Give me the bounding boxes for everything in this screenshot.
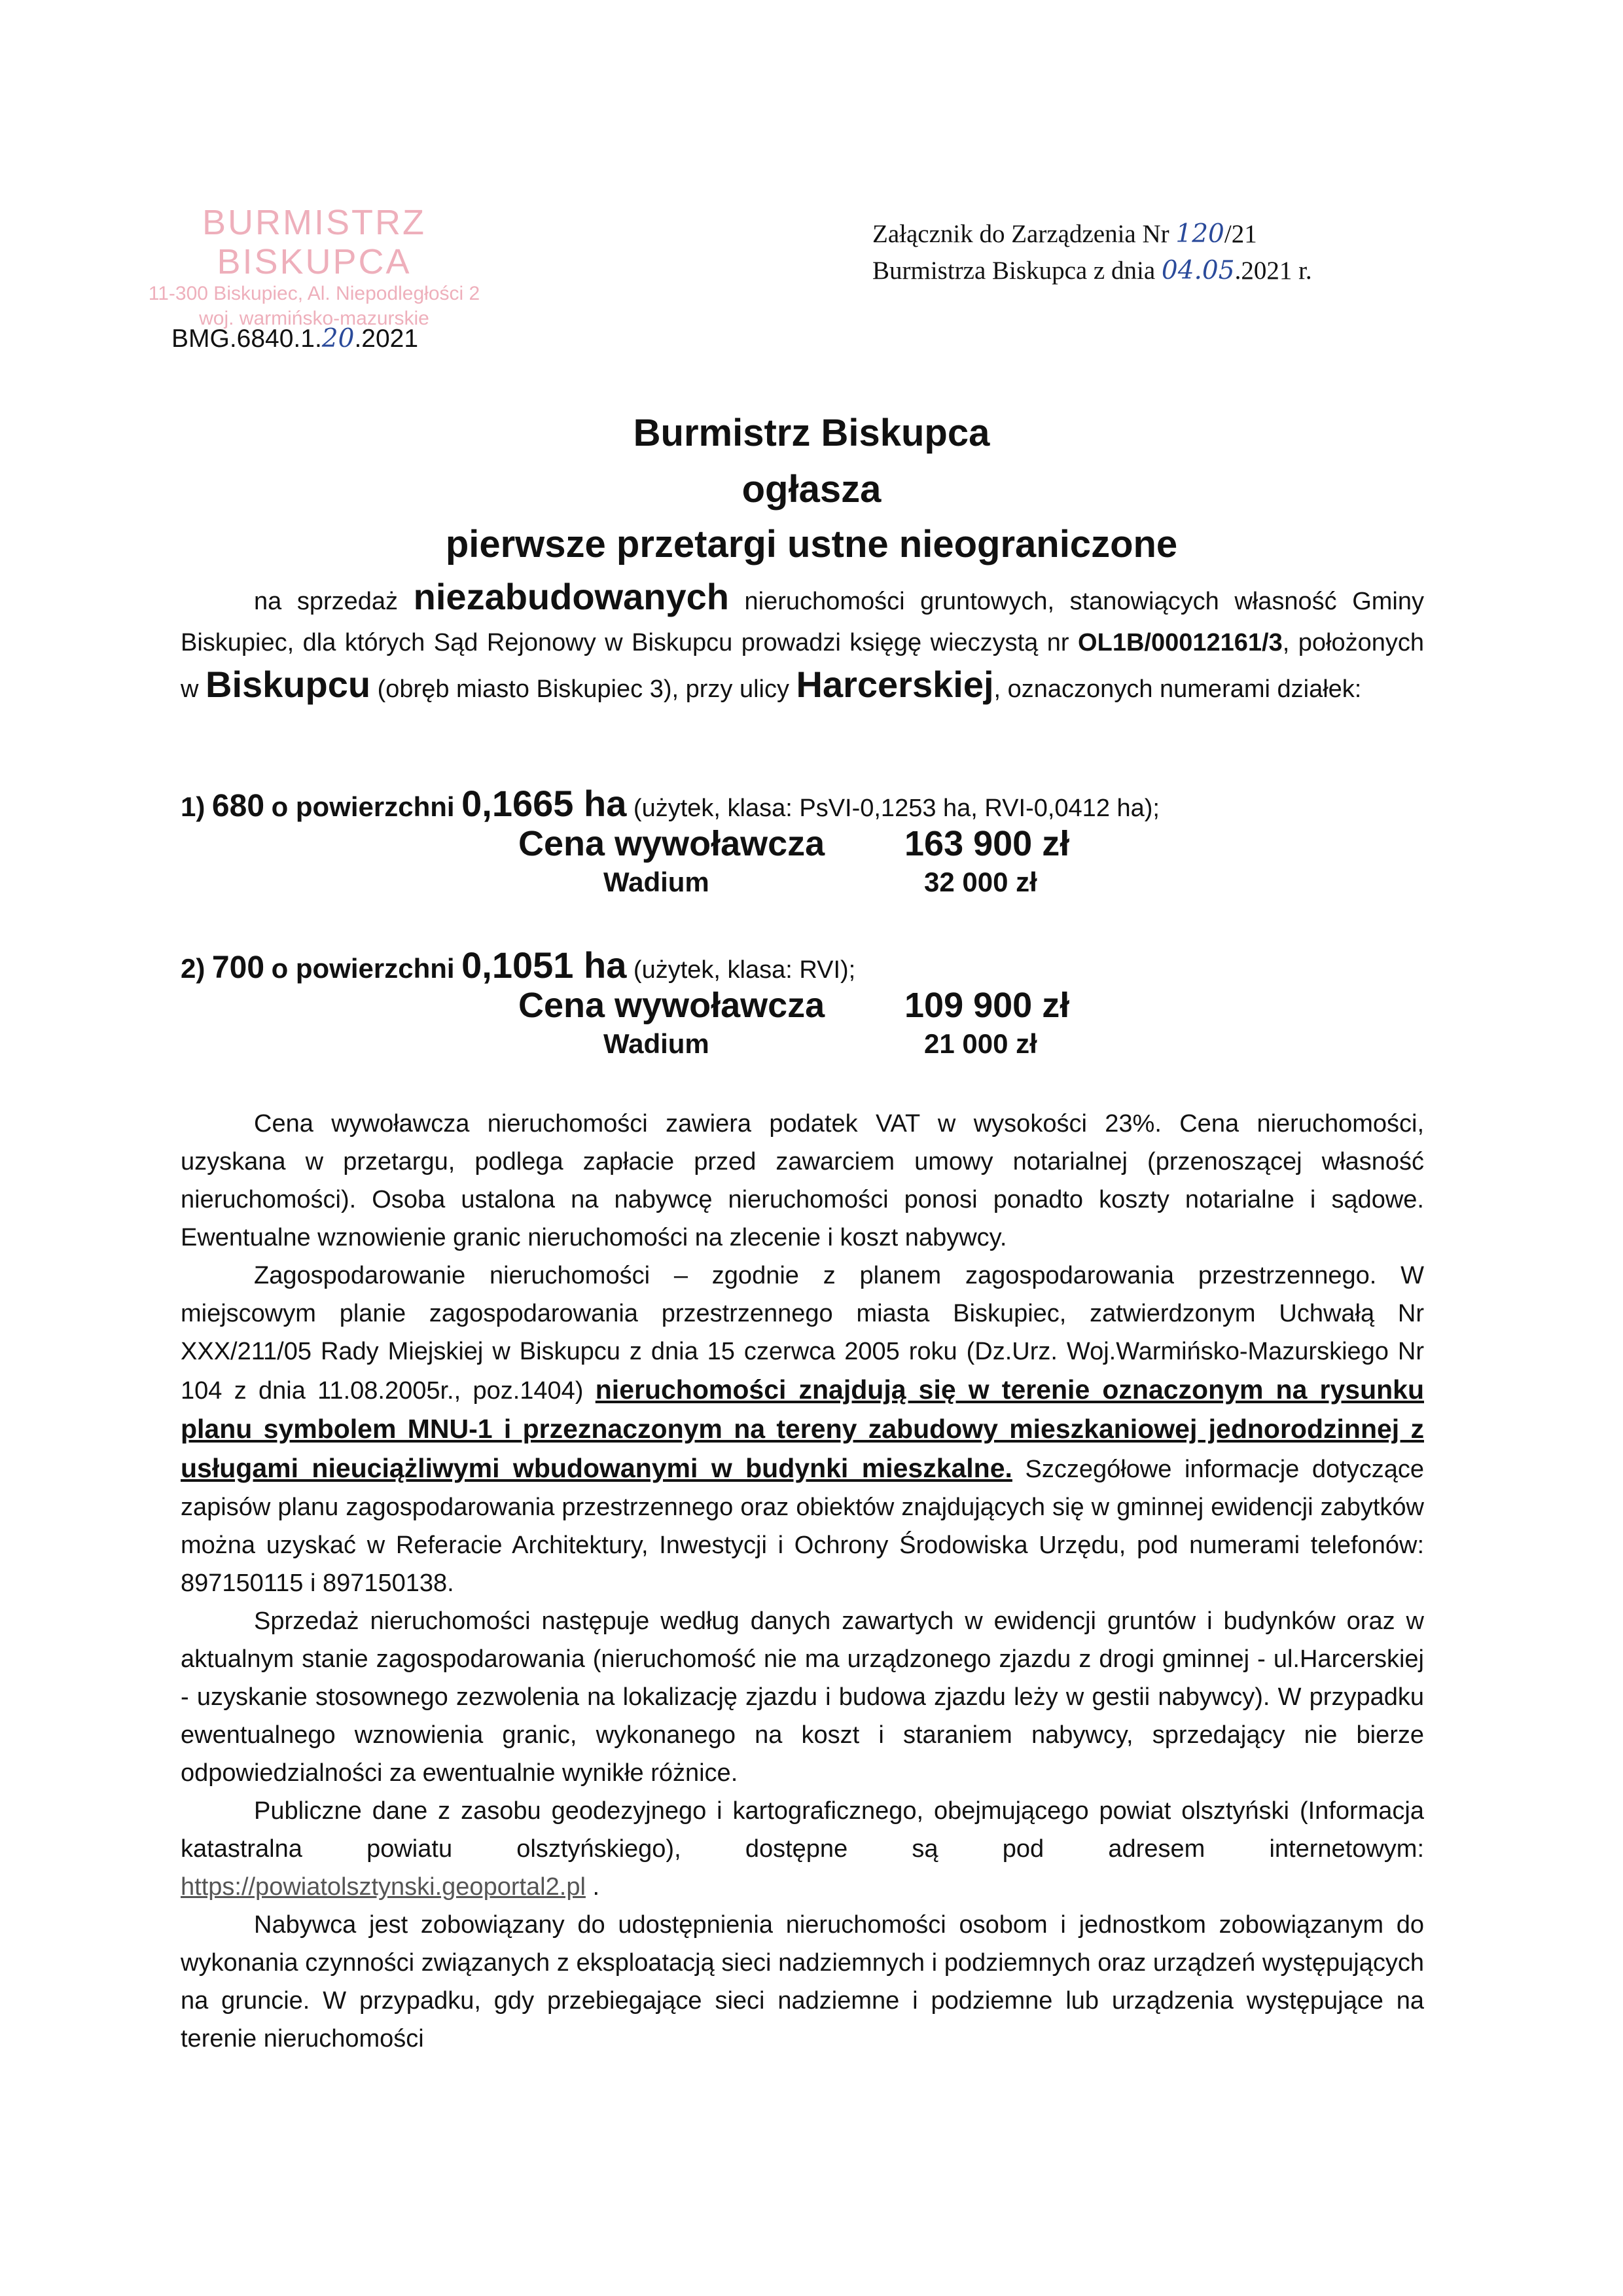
stamp-line-3: woj. warmińsko-mazurskie (199, 308, 429, 329)
plot-1: 1) 680 o powierzchni 0,1665 ha (użytek, klasa: PsVI-0,1253 ha, RVI-0,0412 ha); (181, 783, 1160, 824)
street-name: Harcerskiej (796, 664, 994, 705)
handwritten-number: 120 (1175, 219, 1224, 249)
parcel-description: (użytek, klasa: PsVI-0,1253 ha, RVI-0,0412 ha); (633, 795, 1160, 822)
deposit-label-1: Wadium (603, 867, 709, 897)
land-register-number: OL1B/00012161/3 (1078, 629, 1283, 656)
body-text (181, 1105, 1424, 2058)
paragraph-geoportal: Publiczne dane z zasobu geodezyjnego i kartograficznego, obejmującego powiat olsztyński (Informacja katastralna powiatu olsztyńskiego), dostępne są pod adresem internetowym: https://powiatolsztynski.geoportal2.pl . (181, 1797, 1424, 1901)
handwritten-case-number: 20 (321, 324, 355, 353)
title-line-1: Burmistrz Biskupca (633, 412, 990, 454)
case-signature: BMG.6840.1.20.2021 (171, 324, 419, 353)
town-name: Biskupcu (205, 664, 371, 705)
title-line-2: ogłasza (741, 468, 882, 511)
geoportal-link[interactable]: https://powiatolsztynski.geoportal2.pl (181, 1873, 586, 1901)
deposit-label-2: Wadium (603, 1028, 709, 1059)
stamp-line-2: 11-300 Biskupiec, Al. Niepodległości 2 (148, 283, 480, 304)
parcel-area: 0,1665 ha (461, 783, 627, 824)
parcel-area: 0,1051 ha (461, 944, 627, 986)
office-stamp (124, 203, 504, 331)
paragraph-sale-terms: Sprzedaż nieruchomości następuje według danych zawartych w ewidencji gruntów i budynków oraz w aktualnym stanie zagospodarowania (nieruchomość nie ma urządzonego zjazdu z drogi gminnej - ul.Harcerskiej - uzyskanie stosownego zezwolenia na lokalizację zjazdu i budowa zjazdu leży w gestii nabywcy). W przypadku ewentualnego wznowienia granic, wykonanego na koszt i staraniem nabywcy, sprzedający nie bierze odpowiedzialności za ewentualnie wynikłe różnice. (181, 1607, 1424, 1787)
paragraph-zoning: Zagospodarowanie nieruchomości – zgodnie z planem zagospodarowania przestrzennego. W miejscowym planie zagospodarowania przestrzennego miasta Biskupiec, zatwierdzonym Uchwałą Nr XXX/211/05 Rady Miejskiej w Biskupcu z dnia 15 czerwca 2005 roku (Dz.Urz. Woj.Warmińsko-Mazurskiego Nr 104 z dnia 11.08.2005r., poz.1404) nieruchomości znajdują się w terenie oznaczonym na rysunku planu symbolem MNU-1 i przeznaczonym na tereny zabudowy mieszkaniowej jednorodzinnej z usługami nieuciążliwymi wbudowanymi w budynki mieszkalne. Szczegółowe informacje dotyczące zapisów planu zagospodarowania przestrzennego oraz obiektów znajdujących się w gminnej ewidencji zabytków można uzyskać w Referacie Architektury, Inwestycji i Ochrony Środowiska Urzędu, pod numerami telefonów: 897150115 i 897150138. (181, 1262, 1424, 1597)
zoning-emphasis: nieruchomości znajdują się w terenie oznaczonym na rysunku planu symbolem MNU-1 i przeznaczonym na tereny zabudowy mieszkaniowej jednorodzinnej z usługami nieuciążliwymi wbudowanymi w budynki mieszkalne. (181, 1374, 1424, 1483)
parcel-description: (użytek, klasa: RVI); (633, 956, 856, 984)
title-line-3: pierwsze przetargi ustne nieograniczone (445, 523, 1178, 565)
parcel-number: 700 (211, 950, 265, 985)
intro-emphasis: niezabudowanych (413, 576, 729, 617)
parcel-number: 680 (211, 789, 265, 823)
attachment-line-2: Burmistrza Biskupca z dnia 04.05.2021 r. (872, 256, 1312, 285)
plot-2: 2) 700 o powierzchni 0,1051 ha (użytek, klasa: RVI); (181, 944, 856, 986)
paragraph-access-obligation: Nabywca jest zobowiązany do udostępnienia nieruchomości osobom i jednostkom zobowiązanym do wykonania czynności związanych z eksploatacją sieci nadziemnych i podziemnych oraz urządzeń występujących na gruncie. W przypadku, gdy przebiegające sieci nadziemne i podziemne lub urządzenia występujące na terenie nieruchomości (181, 1911, 1424, 2053)
deposit-value-1: 32 000 zł (924, 867, 1037, 897)
paragraph-price-info: Cena wywoławcza nieruchomości zawiera podatek VAT w wysokości 23%. Cena nieruchomości, uzyskana w przetargu, podlega zapłacie przed zawarciem umowy notarialnej (przenoszącej własność nieruchomości). Osoba ustalona na nabywcę nieruchomości ponosi ponadto koszty notarialne i sądowe. Ewentualne wznowienie granic nieruchomości na zlecenie i koszt nabywcy. (181, 1110, 1424, 1251)
stamp-line-1: BURMISTRZ BISKUPCA (202, 203, 426, 281)
price-label-1: Cena wywoławcza (518, 824, 825, 863)
attachment-line-1: Załącznik do Zarządzenia Nr 120/21 (872, 219, 1257, 249)
price-value-2: 109 900 zł (904, 986, 1070, 1025)
handwritten-date: 04.05 (1161, 256, 1235, 285)
deposit-value-2: 21 000 zł (924, 1028, 1037, 1059)
price-value-1: 163 900 zł (904, 824, 1070, 863)
price-label-2: Cena wywoławcza (518, 986, 825, 1025)
intro-paragraph: na sprzedaż niezabudowanych nieruchomości gruntowych, stanowiących własność Gminy Biskupiec, dla których Sąd Rejonowy w Biskupcu prowadzi księgę wieczystą nr OL1B/00012161/3, położonych w Biskupcu (obręb miasto Biskupiec 3), przy ulicy Harcerskiej, oznaczonych numerami działek: (181, 576, 1424, 705)
attachment-reference (872, 216, 1312, 289)
